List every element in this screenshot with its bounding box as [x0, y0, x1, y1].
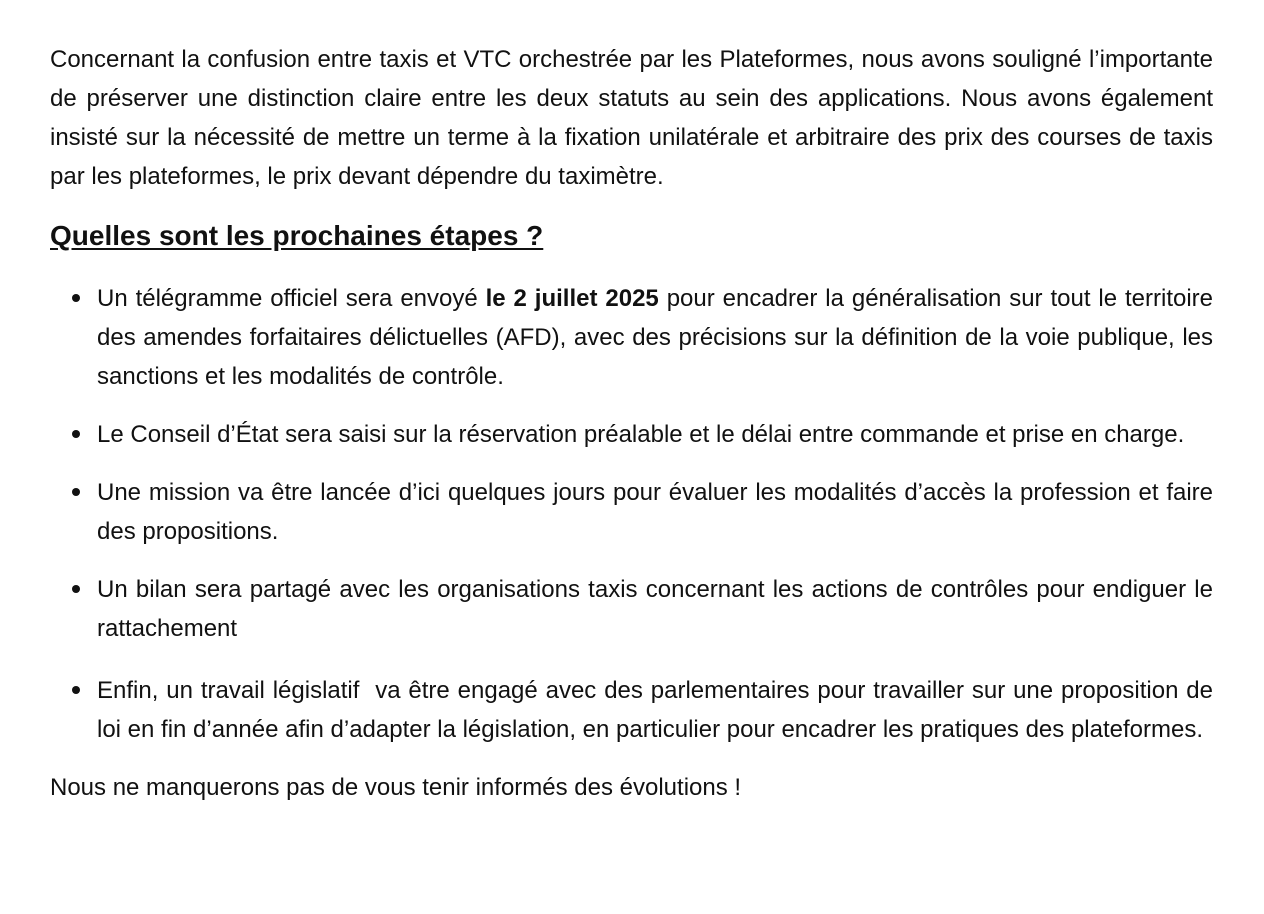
bullet-icon — [72, 686, 80, 694]
step-text-after: pour encadrer la généralisation sur tout le territoire des amendes forfaitaires délictuelles (AFD), avec des précisions sur la définition de la voie publique, les sanctions et les modalités de contrôle. — [97, 285, 1213, 390]
bullet-icon — [72, 585, 80, 593]
step-text: Une mission va être lancée d’ici quelques jours pour évaluer les modalités d’accès la profession et faire des propositions. — [97, 479, 1213, 545]
step-text-before: Un télégramme officiel sera envoyé — [97, 285, 486, 312]
section-heading: Quelles sont les prochaines étapes ? — [50, 220, 544, 251]
bullet-icon — [72, 430, 80, 438]
next-steps-list — [50, 279, 1220, 749]
closing-paragraph: Nous ne manquerons pas de vous tenir informés des évolutions ! — [50, 774, 742, 801]
list-item-mission — [50, 473, 1213, 551]
step-text: Enfin, un travail législatif va être engagé avec des parlementaires pour travailler sur une proposition de loi en fin d’année afin d’adapter la législation, en particulier pour encadrer les pratiques des plateformes. — [97, 677, 1220, 743]
step-text: Un bilan sera partagé avec les organisations taxis concernant les actions de contrôles pour endiguer le rattachement — [97, 576, 1213, 642]
list-item-legislatif — [50, 671, 1220, 749]
step-date-bold: le 2 juillet 2025 — [485, 285, 659, 312]
intro-paragraph: Concernant la confusion entre taxis et VTC orchestrée par les Plateformes, nous avons souligné l’importante de préserver une distinction claire entre les deux statuts au sein des applications. Nous avons également insisté sur la nécessité de mettre un terme à la fixation unilatérale et arbitraire des prix des courses de taxis par les plateformes, le prix devant dépendre du taximètre. — [50, 46, 1213, 190]
document-body — [50, 40, 1220, 807]
list-item-telegram — [50, 279, 1213, 396]
list-item-bilan — [50, 570, 1213, 648]
list-item-conseil-etat — [50, 415, 1213, 454]
bullet-icon — [72, 488, 80, 496]
step-text: Le Conseil d’État sera saisi sur la réservation préalable et le délai entre commande et prise en charge. — [97, 421, 1185, 448]
bullet-icon — [72, 294, 80, 302]
